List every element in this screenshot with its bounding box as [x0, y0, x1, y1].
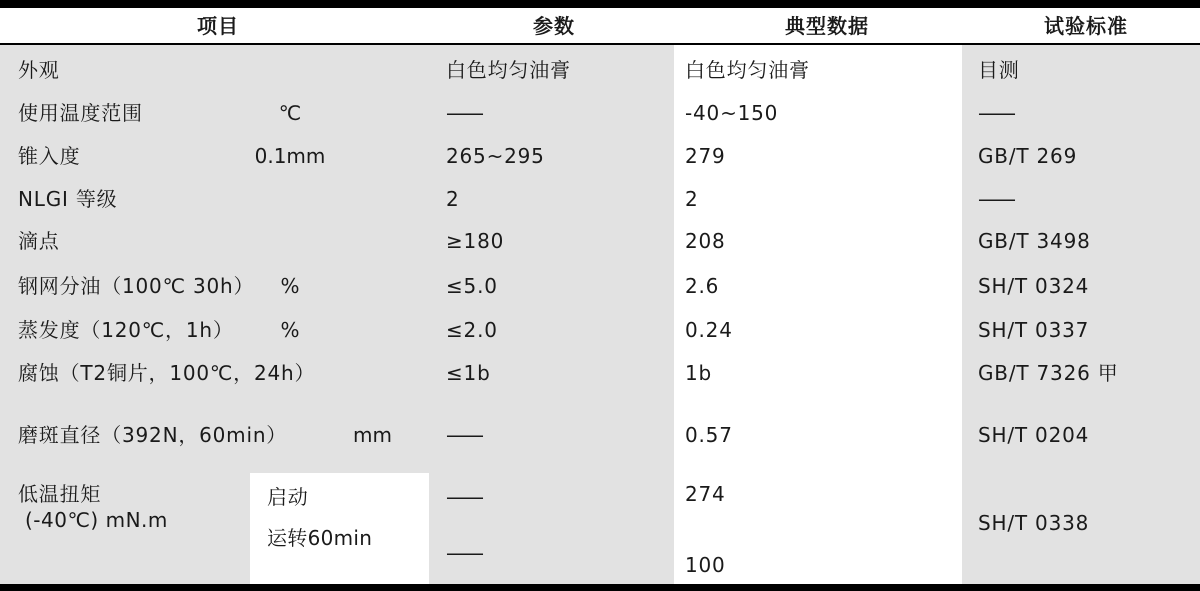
row-typical: 0.24	[685, 318, 733, 342]
row-param: ——	[446, 423, 482, 447]
column-header-item: 项目	[197, 14, 239, 38]
row-typical: 白色均匀油膏	[685, 58, 810, 82]
row-param: 2	[446, 187, 460, 211]
row-typical: 0.57	[685, 423, 733, 447]
row-param: ≤5.0	[446, 274, 498, 298]
row-label: NLGI 等级	[18, 187, 118, 211]
row-standard: ——	[978, 187, 1014, 211]
row-standard: ——	[978, 101, 1014, 125]
row-standard: GB/T 7326 甲	[978, 361, 1119, 385]
table-body-background	[0, 45, 1200, 584]
low-temp-row-label-line1: 低温扭矩	[18, 482, 102, 506]
row-typical: 208	[685, 229, 726, 253]
bottom-border-bar	[0, 584, 1200, 591]
row-label: 锥入度	[18, 144, 81, 168]
row-label: 外观	[18, 58, 60, 82]
row-typical: 279	[685, 144, 726, 168]
row-label: 使用温度范围	[18, 101, 143, 125]
row-typical: -40~150	[685, 101, 779, 125]
row-param: 265~295	[446, 144, 545, 168]
row-label: 腐蚀（T2铜片，100℃，24h）	[18, 361, 316, 385]
row-param: ≥180	[446, 229, 505, 253]
row-standard: 目测	[978, 58, 1020, 82]
row-standard: SH/T 0204	[978, 423, 1090, 447]
row-param: ——	[446, 101, 482, 125]
low-temp-standard: SH/T 0338	[978, 511, 1090, 535]
low-temp-typical-running: 100	[685, 553, 726, 577]
column-header-standard: 试验标准	[1044, 14, 1128, 38]
row-unit: mm	[353, 423, 392, 447]
row-standard: SH/T 0324	[978, 274, 1090, 298]
low-temp-param-start: ——	[446, 485, 482, 509]
row-unit: %	[280, 318, 300, 342]
row-label: 磨斑直径（392N，60min）	[18, 423, 288, 447]
row-label: 滴点	[18, 229, 60, 253]
low-temp-param-running: ——	[446, 541, 482, 565]
row-typical: 2.6	[685, 274, 720, 298]
row-unit: 0.1mm	[254, 144, 326, 168]
low-temp-row-label-line2: (-40℃) mN.m	[25, 508, 168, 532]
low-temp-condition-start: 启动	[267, 485, 309, 509]
row-typical: 2	[685, 187, 699, 211]
row-standard: GB/T 269	[978, 144, 1078, 168]
row-typical: 1b	[685, 361, 713, 385]
column-header-typical: 典型数据	[785, 14, 869, 38]
row-standard: SH/T 0337	[978, 318, 1090, 342]
low-temp-typical-start: 274	[685, 482, 726, 506]
row-unit: ℃	[278, 101, 302, 125]
row-label: 钢网分油（100℃ 30h）	[18, 274, 255, 298]
column-header-param: 参数	[533, 14, 575, 38]
row-param: ≤2.0	[446, 318, 498, 342]
row-unit: %	[280, 274, 300, 298]
row-standard: GB/T 3498	[978, 229, 1091, 253]
top-border-bar	[0, 0, 1200, 8]
row-label: 蒸发度（120℃，1h）	[18, 318, 234, 342]
row-param: 白色均匀油膏	[446, 58, 571, 82]
low-temp-condition-running: 运转60min	[267, 526, 373, 550]
row-param: ≤1b	[446, 361, 491, 385]
